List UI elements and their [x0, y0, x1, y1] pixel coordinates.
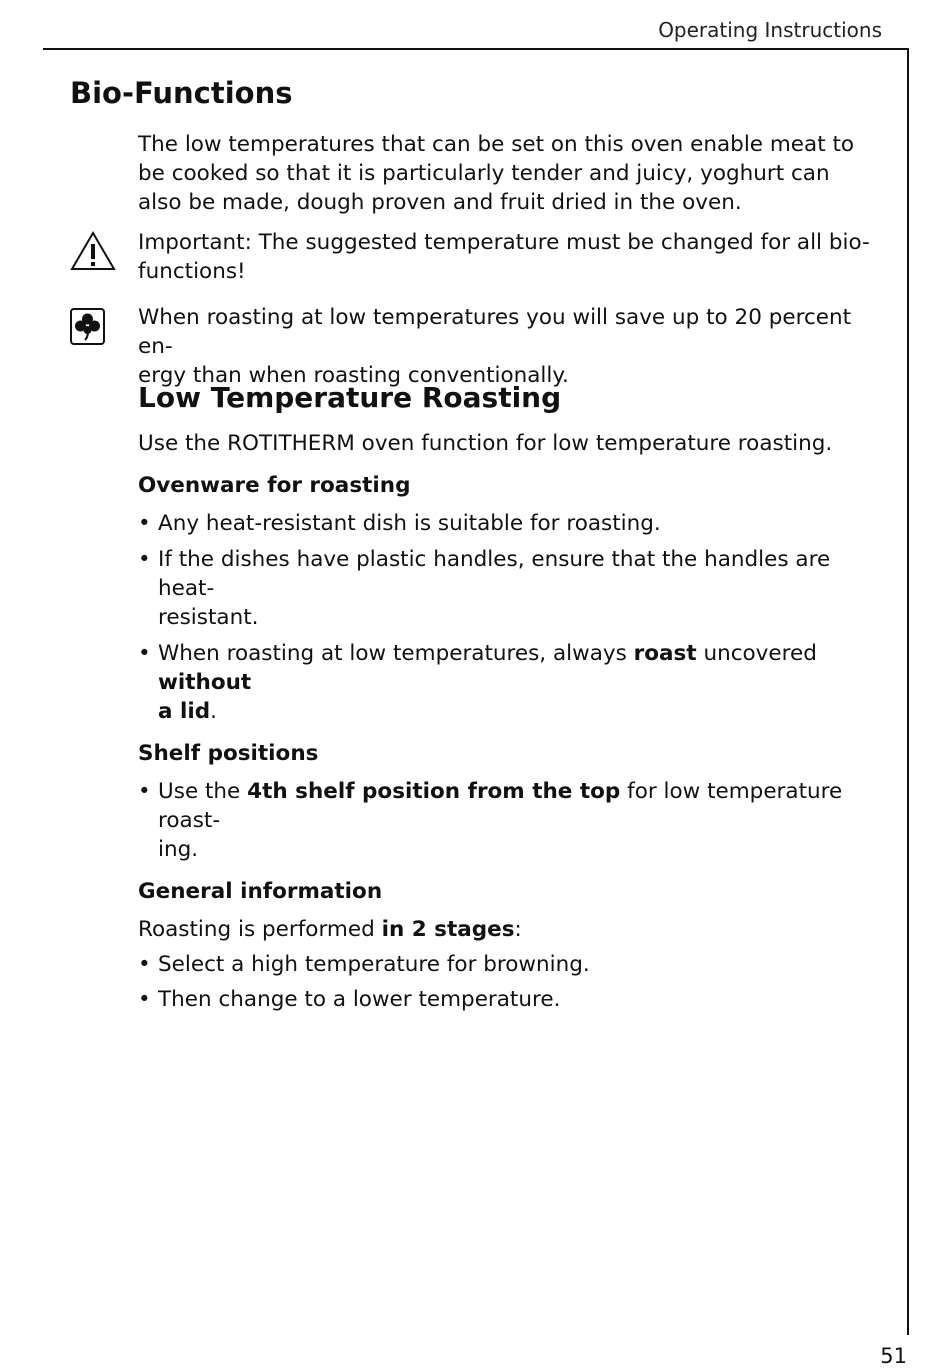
shelf-bullet-post-line1: for low temperature roast- — [158, 779, 843, 833]
general-stages-line — [138, 915, 878, 944]
list-item — [138, 777, 878, 864]
header-rule — [43, 48, 909, 50]
ovenware-bullet-3-end: . — [210, 699, 217, 724]
intro-text: The low temperatures that can be set on this oven enable meat to be cooked so that it is particularly tender and juicy, yoghurt can also be made, dough proven and fruit dried in the oven. — [138, 132, 855, 215]
subsection-intro: Use the ROTITHERM oven function for low temperature roasting. — [138, 431, 833, 456]
general-line-post: : — [514, 917, 522, 942]
shelf-bullet-post-line2: ing. — [158, 837, 199, 862]
low-temp-section — [138, 380, 878, 1014]
eco-tip-line2: ergy than when roasting conventionally. — [138, 363, 569, 388]
ovenware-bullet-3-bold1: roast — [633, 641, 697, 666]
section-title: Bio-Functions — [70, 76, 293, 110]
intro-paragraph — [138, 130, 878, 217]
header-label: Operating Instructions — [658, 18, 882, 42]
list-item — [138, 639, 878, 726]
ovenware-bullet-3-bold2-line2: a lid — [158, 699, 211, 724]
general-line-pre: Roasting is performed — [138, 917, 382, 942]
page-number: 51 — [880, 1344, 907, 1368]
ovenware-bullet-1: Any heat-resistant dish is suitable for roasting. — [158, 511, 661, 536]
ovenware-bullet-3-mid: uncovered — [696, 641, 817, 666]
general-bullet-1: Select a high temperature for browning. — [158, 952, 590, 977]
warning-text-line1: Important: The suggested temperature must be changed for all bio- — [138, 230, 870, 255]
warning-icon — [70, 230, 116, 276]
list-item — [138, 509, 878, 538]
shelf-heading: Shelf positions — [138, 741, 319, 766]
eco-tip-line1: When roasting at low temperatures you will save up to 20 percent en- — [138, 305, 852, 359]
ovenware-bullet-2-line1: • If the dishes have plastic handles, ensure that the handles are heat- — [158, 547, 831, 601]
ovenware-bullet-3-bold2-line1: without — [158, 670, 252, 695]
general-line-bold: in 2 stages — [381, 917, 515, 942]
clover-icon — [70, 308, 105, 349]
eco-tip-note — [138, 303, 878, 390]
subsection-title: Low Temperature Roasting — [138, 381, 562, 414]
warning-text-line2: functions! — [138, 259, 246, 284]
warning-note — [138, 228, 878, 286]
list-item — [138, 545, 878, 632]
list-item — [138, 985, 878, 1014]
ovenware-bullet-3-pre: When roasting at low temperatures, always — [158, 641, 634, 666]
general-heading: General information — [138, 879, 383, 904]
shelf-bullet-pre: Use the — [158, 779, 248, 804]
shelf-bullet-bold: 4th shelf position from the top — [247, 779, 621, 804]
ovenware-heading: Ovenware for roasting — [138, 473, 411, 498]
page-border-rule — [907, 48, 909, 1335]
general-bullet-2: Then change to a lower temperature. — [158, 987, 561, 1012]
ovenware-bullet-2-line2: resistant. — [158, 605, 259, 630]
list-item — [138, 950, 878, 979]
